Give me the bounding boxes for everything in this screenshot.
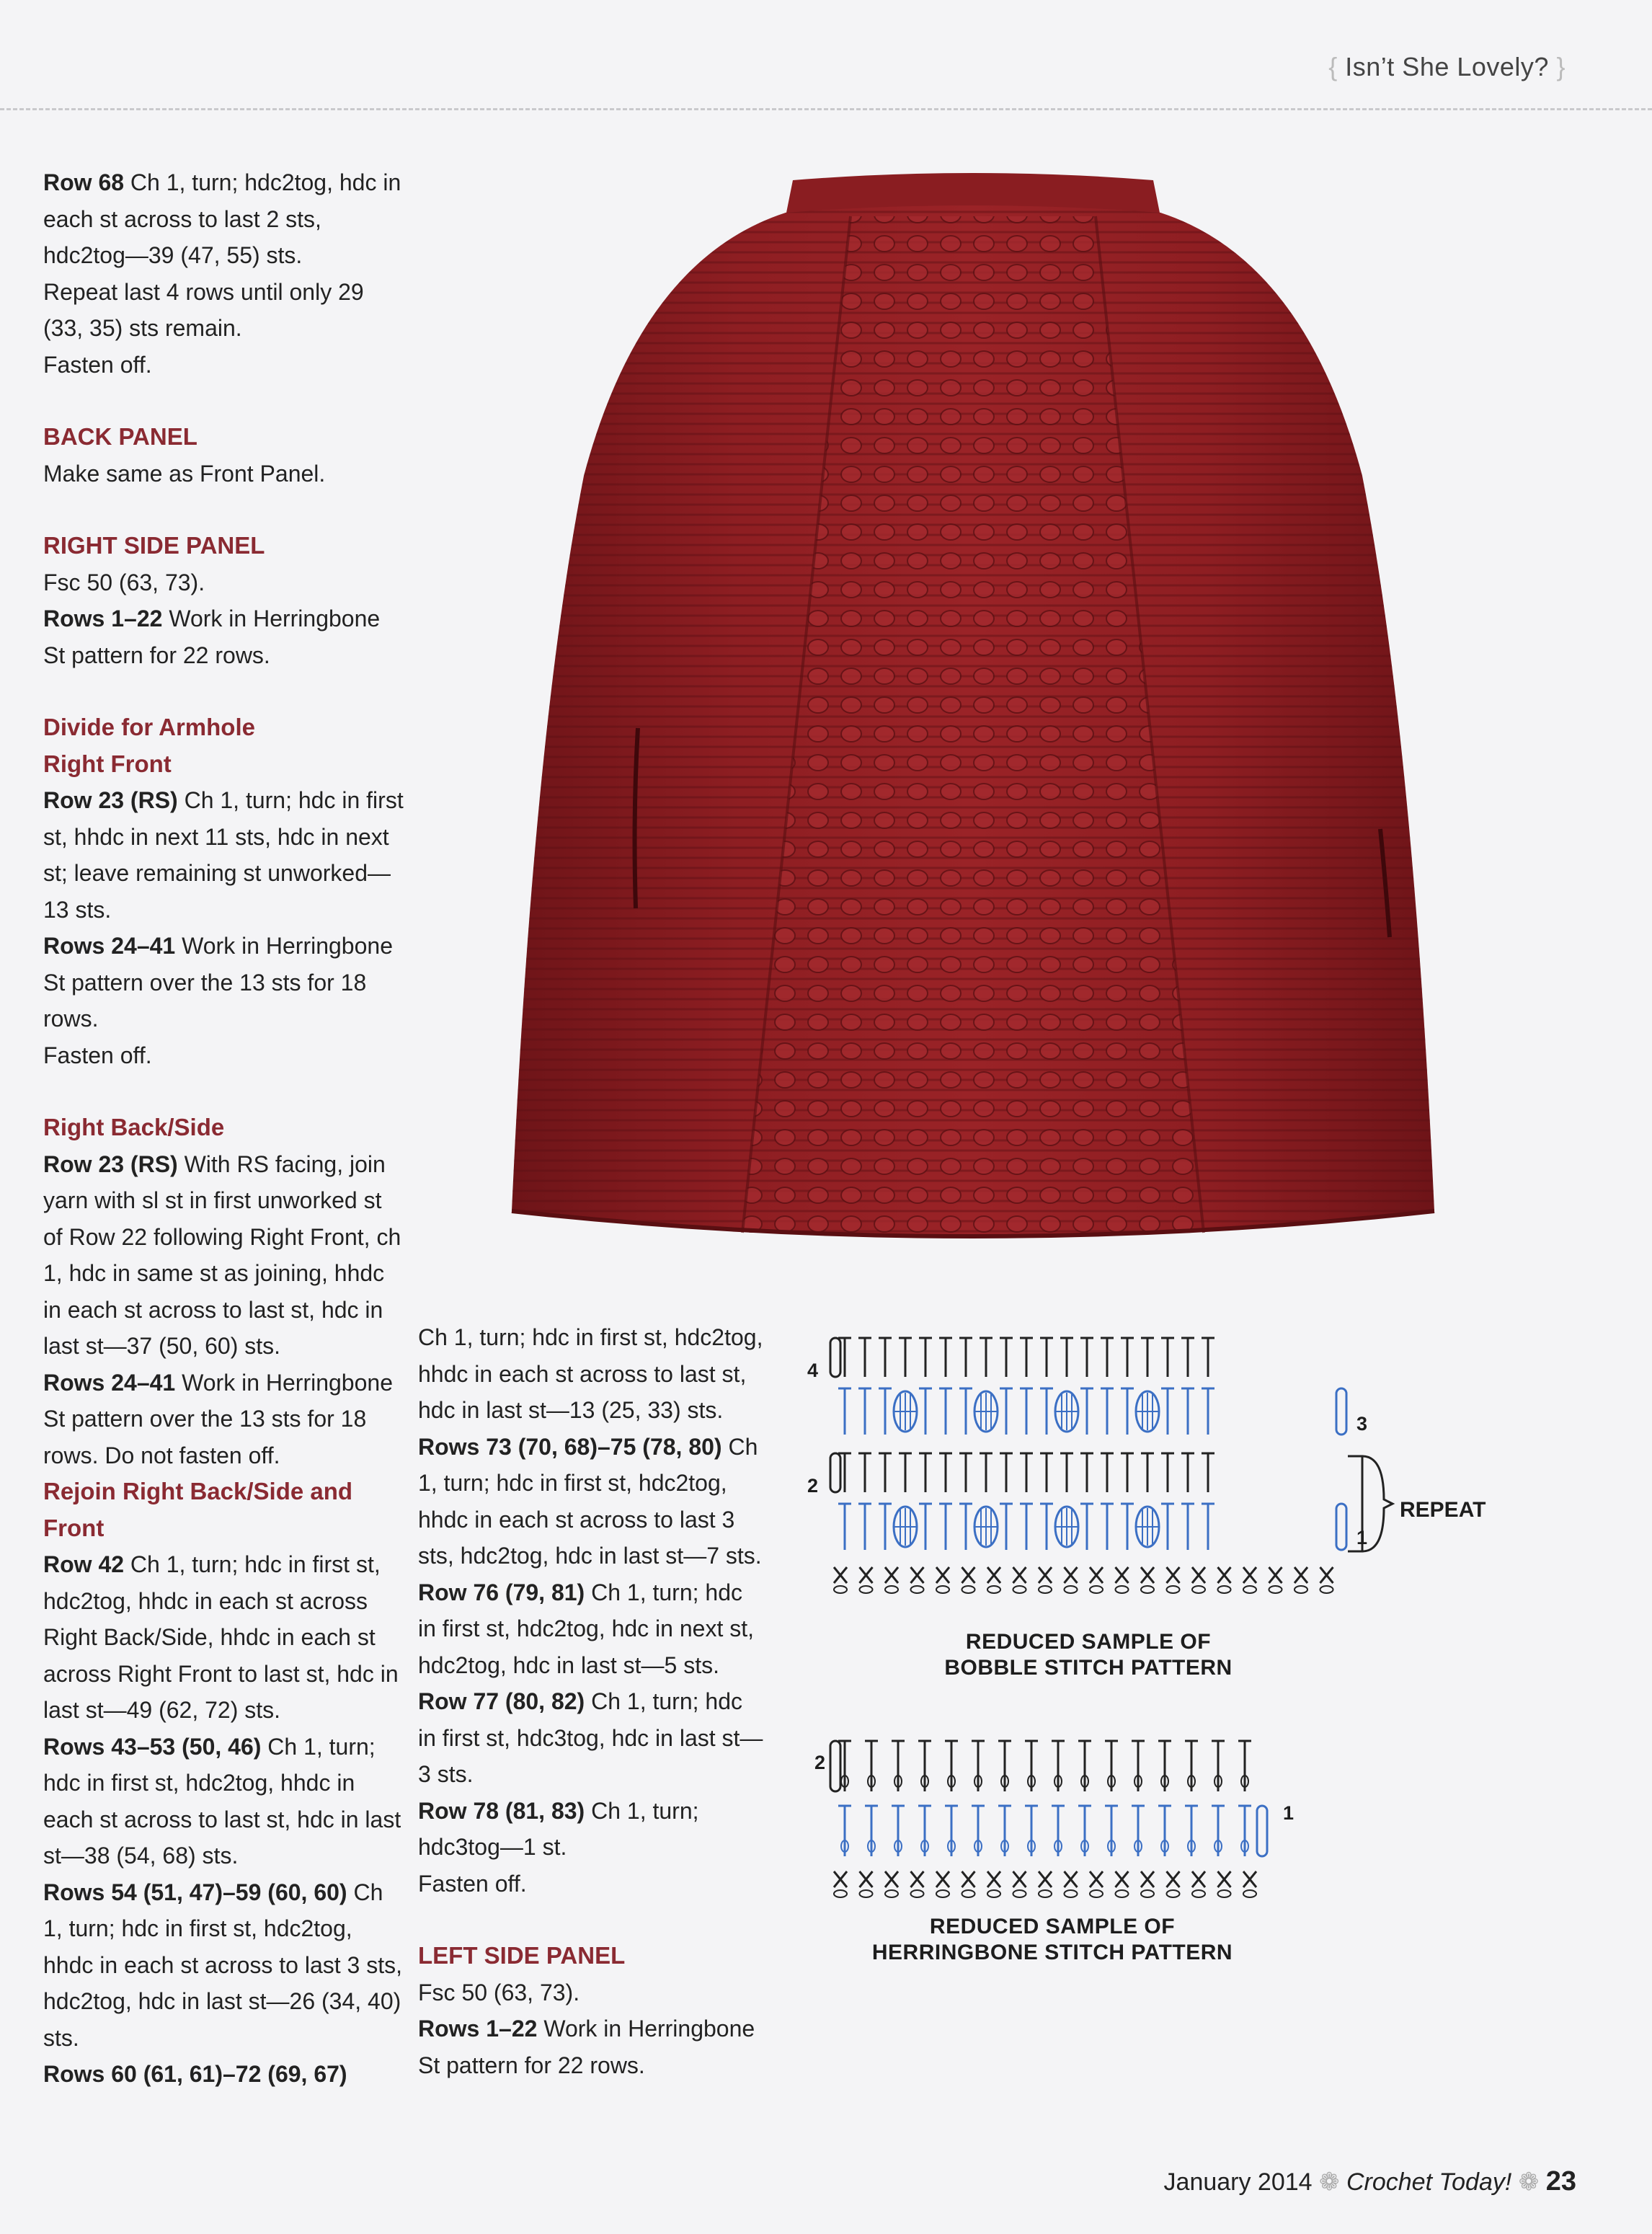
turning-chain-row-2 <box>830 1741 840 1791</box>
bobble-row-4-label: 4 <box>807 1360 819 1381</box>
section-heading: BACK PANEL <box>43 423 197 450</box>
step-label: Rows 60 (61, 61)–72 (69, 67) <box>43 2061 347 2087</box>
page-footer <box>1164 2166 1576 2197</box>
cape-photo <box>404 173 1542 1283</box>
herringbone-chart-caption: REDUCED SAMPLE OF HERRINGBONE STITCH PATTERN <box>871 1915 1233 1964</box>
separator-icon: ❁ <box>1319 2168 1340 2196</box>
step-text: Work in Herringbone St pattern for 22 rows. <box>43 606 381 668</box>
paragraph-gap <box>43 673 404 709</box>
stitch-charts <box>807 1326 1486 1975</box>
issue-date: January 2014 <box>1163 2168 1313 2196</box>
step-text: Ch 1, turn; hdc in first st, hdc3tog, hdc in last st—3 sts. <box>418 1688 763 1787</box>
foundation-chain-symbol <box>936 1586 949 1593</box>
herringbone-row-2-label: 2 <box>814 1752 826 1773</box>
foundation-chain-symbol <box>1192 1890 1205 1897</box>
foundation-chain-symbol <box>1167 1586 1180 1593</box>
step-text: Work in Herringbone St pattern for 22 rows. <box>418 2016 755 2078</box>
pattern-text: Ch 1, turn; hdc in first st, hdc2tog, hhdc in each st across to last st, hdc in last st—13 (25, 33) sts. <box>418 1324 763 1423</box>
running-head-title: Isn’t She Lovely? <box>1345 52 1549 81</box>
step-label: Rows 1–22 <box>43 606 163 631</box>
pattern-step <box>418 1793 764 1866</box>
foundation-chain-symbol <box>1141 1586 1154 1593</box>
step-text: Work in Herringbone St pattern over the 13 sts for 18 rows. Do not fasten off. <box>43 1369 393 1468</box>
foundation-chain-symbol <box>1243 1586 1256 1593</box>
foundation-chain-symbol <box>885 1586 898 1593</box>
foundation-chain-symbol <box>1013 1586 1026 1593</box>
step-label: Row 23 (RS) <box>43 1151 178 1177</box>
page-number: 23 <box>1545 2166 1576 2197</box>
running-head: { Isn’t She Lovely? } <box>1328 52 1566 81</box>
step-label: Row 42 <box>43 1551 125 1577</box>
repeat-label: REPEAT <box>1400 1498 1486 1522</box>
pattern-text: Fasten off. <box>418 1870 527 1897</box>
foundation-chain-symbol <box>1218 1586 1231 1593</box>
step-text: Ch 1, turn; hdc2tog, hdc in each st across to last 2 sts, hdc2tog—39 (47, 55) sts. <box>43 169 401 268</box>
foundation-chain-symbol <box>1090 1890 1103 1897</box>
foundation-chain-symbol <box>1167 1890 1180 1897</box>
dashed-rule <box>0 108 1652 110</box>
turning-chain-row-4 <box>830 1338 840 1377</box>
paragraph-gap <box>418 1902 764 1938</box>
paragraph-gap <box>43 492 404 528</box>
foundation-chain-symbol <box>1243 1890 1256 1897</box>
foundation-chain-symbol <box>1065 1890 1078 1897</box>
foundation-chain-symbol <box>1116 1586 1129 1593</box>
pattern-step <box>43 1874 404 2057</box>
section-heading: Rejoin Right Back/Side and Front <box>43 1478 353 1541</box>
foundation-chain-symbol <box>1269 1586 1282 1593</box>
pattern-step <box>418 1683 764 1793</box>
pattern-text: Fsc 50 (63, 73). <box>43 569 205 595</box>
pattern-step <box>43 600 404 673</box>
pattern-step <box>43 1365 404 1474</box>
foundation-chain-symbol <box>987 1586 1000 1593</box>
separator-icon: ❁ <box>1518 2168 1540 2196</box>
step-text: With RS facing, join yarn with sl st in first unworked st of Row 22 following Right Front, ch 1, hdc in same st as joining, hhdc in each st across to last st, hdc in last st—37 (50, 60) sts. <box>43 1151 401 1359</box>
foundation-chain-symbol <box>1294 1586 1307 1593</box>
step-label: Row 23 (RS) <box>43 787 178 813</box>
foundation-chain-symbol <box>860 1586 873 1593</box>
pattern-step <box>43 1729 404 1874</box>
step-text: Ch 1, turn; hdc in first st, hhdc in next 11 sts, hdc in next st; leave remaining st unworked—13 sts. <box>43 787 404 923</box>
foundation-chain-symbol <box>962 1890 975 1897</box>
magazine-name: Crochet Today! <box>1346 2168 1512 2196</box>
bobble-row-3-label: 3 <box>1356 1413 1368 1435</box>
pattern-text: Fsc 50 (63, 73). <box>418 1979 580 2005</box>
foundation-chain-symbol <box>911 1586 924 1593</box>
foundation-chain-symbol <box>885 1890 898 1897</box>
section-heading: RIGHT SIDE PANEL <box>43 532 265 559</box>
herringbone-row-1-label: 1 <box>1283 1802 1294 1824</box>
section-heading: Divide for Armhole <box>43 714 255 740</box>
foundation-chain-symbol <box>962 1586 975 1593</box>
turning-chain-row-2 <box>830 1453 840 1492</box>
foundation-chain-symbol <box>987 1890 1000 1897</box>
foundation-chain-symbol <box>1192 1586 1205 1593</box>
step-text: Work in Herringbone St pattern over the 13 sts for 18 rows. <box>43 933 393 1032</box>
step-label: Rows 54 (51, 47)–59 (60, 60) <box>43 1879 347 1905</box>
foundation-chain-symbol <box>834 1890 847 1897</box>
herringbone-stitch-chart <box>807 1727 1470 1914</box>
foundation-chain-symbol <box>911 1890 924 1897</box>
foundation-chain-symbol <box>1320 1586 1333 1593</box>
foundation-chain-symbol <box>1090 1586 1103 1593</box>
pattern-text: Fasten off. <box>43 1042 152 1068</box>
pattern-text: Make same as Front Panel. <box>43 460 326 487</box>
foundation-chain-symbol <box>860 1890 873 1897</box>
step-label: Rows 43–53 (50, 46) <box>43 1733 262 1760</box>
step-label: Row 76 (79, 81) <box>418 1579 585 1605</box>
step-label: Rows 24–41 <box>43 933 176 959</box>
instructions-column-1 <box>43 164 404 2093</box>
step-text: Ch 1, turn; hdc in first st, hdc2tog, hhdc in each st across Right Back/Side, hhdc in each st across Right Front to last st, hdc in last st—49 (62, 72) sts. <box>43 1551 399 1723</box>
section-heading: Right Front <box>43 750 172 777</box>
pattern-step <box>43 164 404 274</box>
section-heading: Right Back/Side <box>43 1114 225 1140</box>
turning-chain-row-1 <box>1257 1806 1267 1856</box>
foundation-chain-symbol <box>1013 1890 1026 1897</box>
foundation-chain-symbol <box>1141 1890 1154 1897</box>
step-text: Ch 1, turn; hdc in first st, hdc2tog, hhdc in each st across to last 3 sts, hdc2tog, hdc in last st—7 sts. <box>418 1433 762 1569</box>
pattern-step <box>43 1546 404 1729</box>
pattern-step <box>43 2056 404 2093</box>
step-text: Ch 1, turn; hdc in first st, hdc2tog, hdc in next st, hdc2tog, hdc in last st—5 sts. <box>418 1579 754 1678</box>
step-label: Rows 24–41 <box>43 1369 176 1396</box>
pattern-step <box>43 782 404 928</box>
step-label: Row 77 (80, 82) <box>418 1688 585 1714</box>
pattern-step <box>43 1146 404 1365</box>
step-label: Rows 73 (70, 68)–75 (78, 80) <box>418 1433 722 1460</box>
step-label: Row 78 (81, 83) <box>418 1797 585 1824</box>
paragraph-gap <box>43 1073 404 1109</box>
foundation-chain-symbol <box>834 1586 847 1593</box>
bobble-row-1-label: 1 <box>1356 1527 1368 1548</box>
step-text: Ch 1, turn; hdc in first st, hdc2tog, hhdc in each st across to last 3 sts, hdc2tog, hdc in last st—26 (34, 40) sts. <box>43 1879 403 2051</box>
step-text: Ch 1, turn; hdc3tog—1 st. <box>418 1797 699 1860</box>
section-heading: LEFT SIDE PANEL <box>418 1942 626 1969</box>
pattern-text: Repeat last 4 rows until only 29 (33, 35) sts remain. <box>43 278 364 341</box>
step-text: Ch 1, turn; hdc in first st, hdc2tog, hhdc in each st across to last st, hdc in last st—38 (54, 68) sts. <box>43 1733 401 1869</box>
pattern-text: Fasten off. <box>43 351 152 378</box>
paragraph-gap <box>43 383 404 419</box>
foundation-chain-symbol <box>1065 1586 1078 1593</box>
foundation-chain-symbol <box>1218 1890 1231 1897</box>
bobble-chart-caption: REDUCED SAMPLE OF BOBBLE STITCH PATTERN <box>944 1630 1233 1680</box>
instructions-column-2 <box>418 1319 764 2083</box>
pattern-step <box>418 1429 764 1574</box>
foundation-chain-symbol <box>1039 1890 1052 1897</box>
foundation-chain-symbol <box>1039 1586 1052 1593</box>
step-label: Row 68 <box>43 169 125 195</box>
turning-chain-row-1 <box>1336 1504 1346 1550</box>
pattern-step <box>43 928 404 1037</box>
foundation-chain-symbol <box>936 1890 949 1897</box>
bobble-row-2-label: 2 <box>807 1475 819 1497</box>
pattern-step <box>418 2011 764 2083</box>
turning-chain-row-3 <box>1336 1388 1346 1435</box>
step-label: Rows 1–22 <box>418 2016 538 2042</box>
bobble-stitch-chart <box>807 1326 1470 1615</box>
foundation-chain-symbol <box>1116 1890 1129 1897</box>
pattern-step <box>418 1574 764 1684</box>
